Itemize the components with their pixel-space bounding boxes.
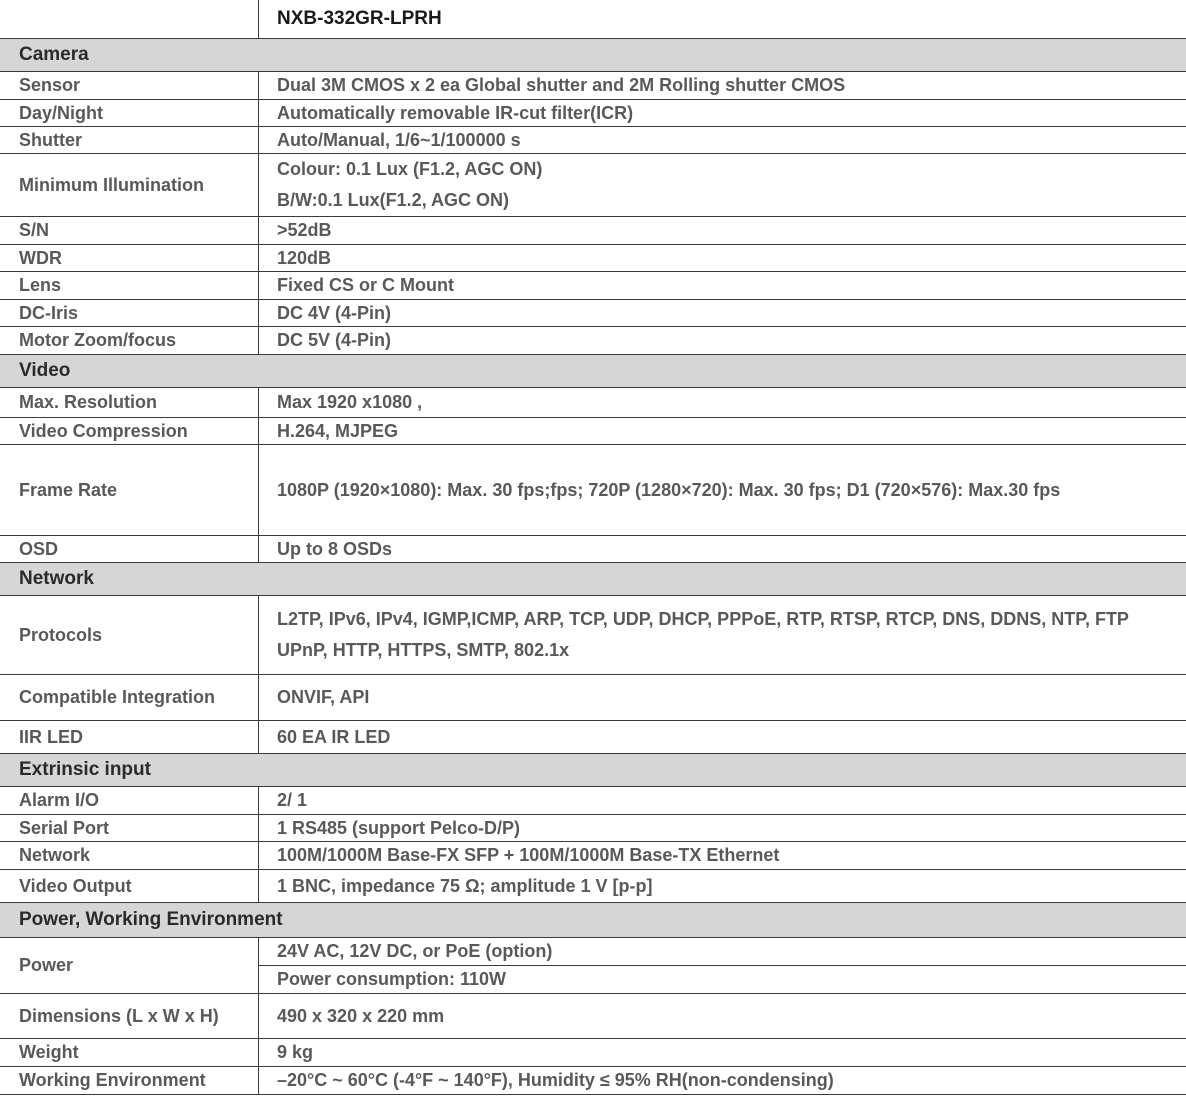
spec-value: 9 kg	[277, 1042, 314, 1062]
spec-value: Fixed CS or C Mount	[277, 275, 454, 295]
spec-row-iir-led	[0, 721, 1186, 754]
spec-label: Serial Port	[0, 815, 259, 841]
spec-value: 2/ 1	[277, 790, 308, 810]
spec-row-working-environment	[0, 1067, 1186, 1095]
spec-row-dc-iris	[0, 300, 1186, 327]
spec-label: OSD	[0, 536, 259, 562]
spec-label: Day/Night	[0, 100, 259, 126]
spec-value-line: L2TP, IPv6, IPv4, IGMP,ICMP, ARP, TCP, UDP, DHCP, PPPoE, RTP, RTSP, RTCP, DNS, DDNS, NTP, FTP	[277, 609, 1129, 629]
spec-value: DC 5V (4-Pin)	[277, 330, 392, 350]
spec-row-dimensions-l-x-w-x-h	[0, 994, 1186, 1039]
spec-label: Lens	[0, 272, 259, 299]
spec-value: 1080P (1920×1080): Max. 30 fps;fps; 720P (1280×720): Max. 30 fps; D1 (720×576): Max.30 fps	[277, 479, 1061, 500]
spec-label: Minimum Illumination	[0, 154, 259, 216]
spec-row-s-n	[0, 217, 1186, 245]
model-name: NXB-332GR-LPRH	[277, 8, 442, 29]
section-header-extrinsic-input: Extrinsic input	[0, 754, 1186, 787]
spec-value: 120dB	[277, 247, 332, 268]
table-header	[0, 0, 1186, 39]
spec-row-video-compression	[0, 418, 1186, 445]
spec-value	[259, 938, 1186, 993]
spec-value: 60 EA IR LED	[277, 726, 391, 747]
spec-value-line: UPnP, HTTP, HTTPS, SMTP, 802.1x	[277, 640, 570, 660]
spec-label: WDR	[0, 245, 259, 271]
spec-label: Video Output	[0, 870, 259, 902]
section-header-video: Video	[0, 355, 1186, 388]
spec-value	[259, 154, 1186, 216]
section-header-camera: Camera	[0, 39, 1186, 72]
spec-label: Video Compression	[0, 418, 259, 444]
spec-label: Weight	[0, 1039, 259, 1066]
spec-label: Compatible Integration	[0, 675, 259, 720]
spec-value: Auto/Manual, 1/6~1/100000 s	[277, 129, 521, 150]
spec-value-line: Colour: 0.1 Lux (F1.2, AGC ON)	[277, 159, 543, 179]
spec-label: Power	[0, 938, 259, 993]
spec-row-serial-port	[0, 815, 1186, 842]
spec-value: Automatically removable IR-cut filter(ICR)	[277, 102, 634, 123]
spec-row-protocols	[0, 596, 1186, 675]
spec-label: Motor Zoom/focus	[0, 327, 259, 354]
spec-value-line: B/W:0.1 Lux(F1.2, AGC ON)	[277, 190, 510, 210]
spec-value: –20°C ~ 60°C (-4°F ~ 140°F), Humidity ≤ 95% RH(non-condensing)	[277, 1070, 834, 1090]
spec-value: Dual 3M CMOS x 2 ea Global shutter and 2M Rolling shutter CMOS	[277, 75, 846, 95]
spec-value-line: Power consumption: 110W	[259, 965, 1186, 993]
spec-row-lens	[0, 272, 1186, 300]
spec-value: ONVIF, API	[277, 687, 370, 707]
section-header-power-working-environment: Power, Working Environment	[0, 903, 1186, 938]
spec-label: Max. Resolution	[0, 388, 259, 417]
spec-label: Dimensions (L x W x H)	[0, 994, 259, 1038]
spec-value: 1 RS485 (support Pelco-D/P)	[277, 817, 521, 838]
spec-value: Max 1920 x1080 ,	[277, 392, 423, 412]
spec-row-power	[0, 938, 1186, 994]
section-header-network: Network	[0, 563, 1186, 596]
spec-label: Alarm I/O	[0, 787, 259, 814]
spec-row-alarm-i-o	[0, 787, 1186, 815]
spec-label: Working Environment	[0, 1067, 259, 1094]
spec-value: >52dB	[277, 220, 332, 240]
spec-row-motor-zoom-focus	[0, 327, 1186, 355]
spec-row-wdr	[0, 245, 1186, 272]
spec-row-sensor	[0, 72, 1186, 100]
spec-row-video-output	[0, 870, 1186, 903]
spec-row-max-resolution	[0, 388, 1186, 418]
spec-row-frame-rate	[0, 445, 1186, 536]
spec-row-osd	[0, 536, 1186, 563]
spec-value: 1 BNC, impedance 75 Ω; amplitude 1 V [p-p]	[277, 875, 653, 896]
spec-row-shutter	[0, 127, 1186, 154]
spec-value: DC 4V (4-Pin)	[277, 302, 392, 323]
spec-label: IIR LED	[0, 721, 259, 753]
spec-label: DC-Iris	[0, 300, 259, 326]
spec-value: 490 x 320 x 220 mm	[277, 1005, 445, 1026]
spec-value-line: 24V AC, 12V DC, or PoE (option)	[277, 941, 553, 961]
spec-label: Shutter	[0, 127, 259, 153]
spec-value: H.264, MJPEG	[277, 420, 399, 441]
spec-value: 100M/1000M Base-FX SFP + 100M/1000M Base-TX Ethernet	[277, 845, 780, 865]
spec-row-compatible-integration	[0, 675, 1186, 721]
header-blank-cell	[0, 0, 259, 38]
spec-label: Network	[0, 842, 259, 869]
spec-label: Frame Rate	[0, 445, 259, 535]
spec-label: Sensor	[0, 72, 259, 99]
spec-row-weight	[0, 1039, 1186, 1067]
spec-row-network	[0, 842, 1186, 870]
spec-row-minimum-illumination	[0, 154, 1186, 217]
spec-value: Up to 8 OSDs	[277, 538, 393, 559]
spec-row-day-night	[0, 100, 1186, 127]
spec-value	[259, 596, 1186, 674]
spec-label: S/N	[0, 217, 259, 244]
spec-label: Protocols	[0, 596, 259, 674]
